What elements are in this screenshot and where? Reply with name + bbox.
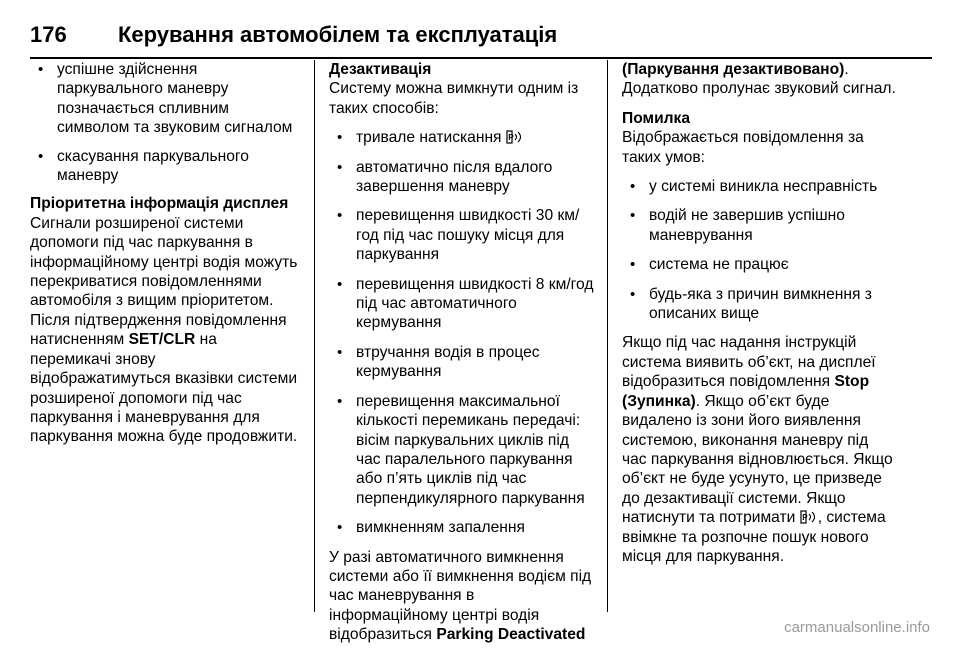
list-item xyxy=(30,60,300,138)
col1-bullet-list xyxy=(30,60,300,185)
button-name: SET/CLR xyxy=(128,331,196,349)
list-item-text: скасування паркувального маневру xyxy=(57,147,249,185)
paragraph-text: , система ввімкне та розпочне пошук нового місця для паркування. xyxy=(622,509,886,565)
column-1 xyxy=(30,60,300,457)
list-item-text: будь-яка з причин вимкнення з описаних вище xyxy=(649,285,872,323)
list-item xyxy=(329,206,597,264)
paragraph-text: . Додатково пролунає звуковий сигнал. xyxy=(622,61,896,98)
bullet-icon: • xyxy=(337,343,343,361)
list-item xyxy=(329,158,597,197)
list-item-text: успішне здійснення паркувального маневру позначається спливним символом та звуковим сигналом xyxy=(57,61,293,137)
bullet-icon: • xyxy=(630,256,636,274)
list-item xyxy=(30,147,300,186)
list-item-text: перевищення максимальної кількості перемикань передачі: вісім паркувальних циклів під час паралельного паркування або п’ять циклів під час перпендикулярного паркування xyxy=(356,392,585,507)
bullet-icon: • xyxy=(630,285,636,303)
svg-text:P: P xyxy=(508,133,514,143)
section-heading: Пріоритетна інформація дисплея xyxy=(30,195,289,213)
paragraph-text: У разі автоматичного вимкнення системи або її вимкнення водієм під час маневрування в інформаційному центрі водія відобразиться xyxy=(329,548,592,644)
parking-assist-icon xyxy=(800,510,818,524)
column-divider-2 xyxy=(607,60,608,612)
page-number: 176 xyxy=(30,22,67,47)
list-item xyxy=(329,128,597,147)
paragraph-text: Сигнали розширеної системи допомоги під час паркування в інформаційному центрі водія можуть перекриватися повідомленнями автомобіля з вищим пріоритетом. Після підтвердження повідомлення натисненням xyxy=(30,214,298,349)
list-item xyxy=(329,275,597,333)
list-item-text: у системі виникла несправність xyxy=(649,178,878,196)
bullet-icon: • xyxy=(337,519,343,537)
paragraph-text: Якщо під час надання інструкцій система виявить об’єкт, на дисплеї відобразиться повідомлення xyxy=(622,334,876,391)
list-item xyxy=(622,177,897,196)
paragraph xyxy=(329,548,597,645)
list-item xyxy=(329,392,597,508)
page-header xyxy=(0,0,960,56)
bullet-icon: • xyxy=(337,207,343,225)
list-item xyxy=(622,206,897,245)
bullet-icon: • xyxy=(630,178,636,196)
list-item-text: перевищення швидкості 8 км/год під час автоматичного кермування xyxy=(356,275,594,332)
section-heading: Дезактивація xyxy=(329,61,432,78)
bullet-icon: • xyxy=(337,158,343,176)
bullet-icon: • xyxy=(38,61,44,78)
page-title: Керування автомобілем та експлуатація xyxy=(118,22,558,47)
list-item-text: автоматично після вдалого завершення маневру xyxy=(356,158,553,196)
svg-text:P: P xyxy=(801,513,808,523)
list-item-text: водій не завершив успішно маневрування xyxy=(649,207,845,244)
section-heading: Помилка xyxy=(622,109,691,127)
list-item xyxy=(622,285,897,324)
paragraph xyxy=(622,60,897,99)
bullet-icon: • xyxy=(337,392,343,410)
bullet-icon: • xyxy=(38,147,44,165)
list-item-text: система не працює xyxy=(649,256,789,274)
column-divider-1 xyxy=(314,60,315,612)
paragraph xyxy=(30,214,300,447)
list-item-text: вимкненням запалення xyxy=(356,519,525,537)
list-item-text: перевищення швидкості 30 км/год під час пошуку місця для паркування xyxy=(356,207,580,264)
list-item xyxy=(329,518,597,537)
header-rule xyxy=(30,57,932,59)
col3-bullet-list xyxy=(622,177,897,323)
column-2 xyxy=(329,60,597,655)
list-item xyxy=(622,255,897,274)
bullet-icon: • xyxy=(337,275,343,293)
watermark: carmanualsonline.info xyxy=(784,619,930,636)
paragraph-text: на перемикачі знову відображатимуться вказівки системи розширеної допомоги під час паркування і маневрування для паркування можна буде продовжити. xyxy=(30,331,298,446)
bullet-icon: • xyxy=(337,129,343,147)
paragraph xyxy=(622,333,897,566)
parking-assist-icon xyxy=(506,130,524,144)
list-item xyxy=(329,343,597,382)
display-message: Parking Deactivated xyxy=(436,626,586,644)
list-item-text: тривале натискання xyxy=(356,129,502,147)
paragraph: Відображається повідомлення за таких умов: xyxy=(622,129,864,166)
paragraph-text: . Якщо об’єкт буде видалено із зони його виявлення системою, виконання маневру під час паркування відновлюється. Якщо об’єкт не буде усунуто, це призведе до дезактивації системи. Якщо натиснути та потримати xyxy=(622,392,893,527)
display-message: Stop (Зупинка) xyxy=(622,373,870,410)
col2-bullet-list xyxy=(329,128,597,537)
paragraph: Систему можна вимкнути одним із таких способів: xyxy=(329,80,579,117)
column-3 xyxy=(622,60,897,576)
list-item-text: втручання водія в процес кермування xyxy=(356,343,540,381)
bullet-icon: • xyxy=(630,207,636,225)
display-message: (Паркування дезактивовано) xyxy=(622,61,845,78)
